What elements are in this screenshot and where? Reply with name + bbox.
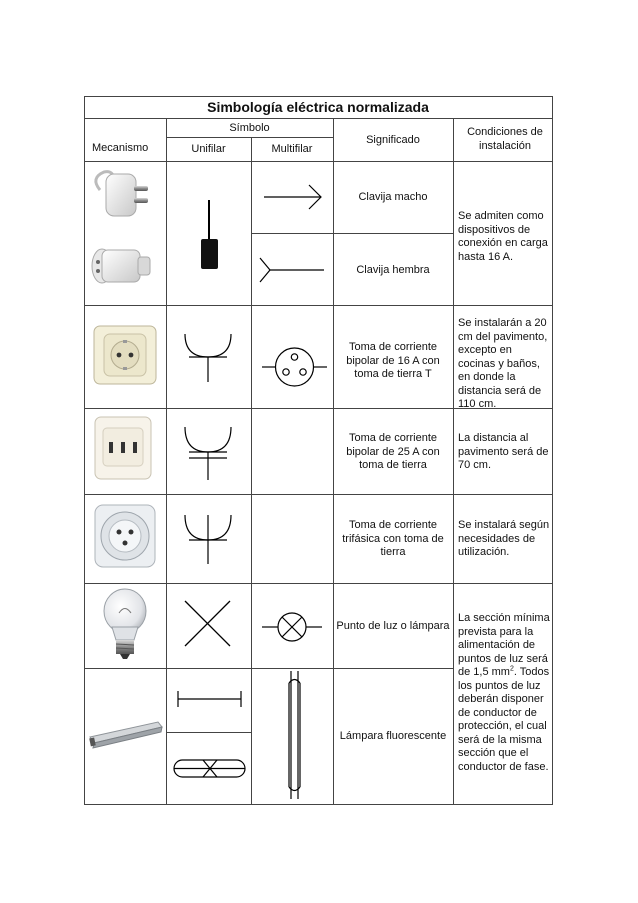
condicion-toma-25a: La distancia al pavimento será de 70 cm.	[458, 432, 549, 471]
header-significado: Significado	[366, 134, 420, 146]
toma-trifasica-unifilar-symbol	[185, 515, 231, 564]
toma-16a-unifilar-symbol	[185, 334, 231, 382]
significado-toma-16a: Toma de corriente bipolar de 16 A con toma de tierra T	[346, 341, 440, 380]
condicion-clavijas: Se admiten como dispositivos de conexión en carga hasta 16 A.	[458, 210, 548, 263]
toma-16a-multifilar-symbol	[262, 348, 327, 386]
table-title: Simbología eléctrica normalizada	[207, 99, 429, 115]
toma-trifasica-image	[95, 505, 155, 567]
punto-de-luz-unifilar-symbol	[185, 601, 230, 646]
toma-25a-image	[95, 417, 151, 479]
clavija-macho-image	[96, 172, 148, 216]
clavija-hembra-multifilar-symbol	[260, 258, 324, 282]
significado-clavija-macho: Clavija macho	[358, 191, 428, 203]
significado-punto-de-luz: Punto de luz o lámpara	[336, 620, 450, 632]
significado-clavija-hembra: Clavija hembra	[356, 264, 430, 276]
header-simbolo: Símbolo	[229, 122, 270, 134]
clavija-unifilar-symbol	[201, 200, 218, 269]
clavija-macho-multifilar-symbol	[264, 185, 321, 209]
condicion-trifasica: Se instalará según necesidades de utilización.	[458, 519, 550, 558]
condicion-puntos-de-luz-b: . Todos los puntos de luz deberán disponer de conductor de protección, el cual será de la misma sección que el conductor de fase.	[458, 666, 550, 773]
lampara-fluorescente-unifilar-symbol-1	[178, 691, 241, 707]
significado-toma-trifasica: Toma de corriente trifásica con toma de tierra	[342, 519, 444, 558]
bombilla-image	[104, 589, 146, 659]
significado-toma-25a: Toma de corriente bipolar de 25 A con toma de tierra	[346, 432, 440, 471]
header-mecanismo: Mecanismo	[92, 142, 149, 154]
lampara-fluorescente-unifilar-symbol-2	[174, 760, 245, 777]
header-unifilar: Unifilar	[191, 143, 226, 155]
header-multifilar: Multifilar	[271, 143, 313, 155]
condicion-puntos-de-luz-a: La sección mínima prevista para la alimentación de puntos de luz será de 1,5 mm	[458, 612, 550, 678]
lampara-fluorescente-image	[89, 722, 162, 748]
header-condiciones: Condiciones de instalación	[467, 126, 543, 152]
superscript-2: 2	[509, 665, 514, 673]
toma-25a-unifilar-symbol	[185, 427, 231, 480]
condicion-toma-16a: Se instalarán a 20 cm del pavimento, excepto en cocinas y baños, en donde la distancia será de 110 cm.	[458, 317, 548, 410]
significado-lampara-fluorescente: Lámpara fluorescente	[339, 730, 447, 742]
clavija-hembra-image	[92, 249, 150, 283]
toma-16a-image	[94, 326, 156, 384]
punto-de-luz-multifilar-symbol	[262, 613, 322, 641]
lampara-fluorescente-multifilar-symbol	[289, 671, 300, 799]
